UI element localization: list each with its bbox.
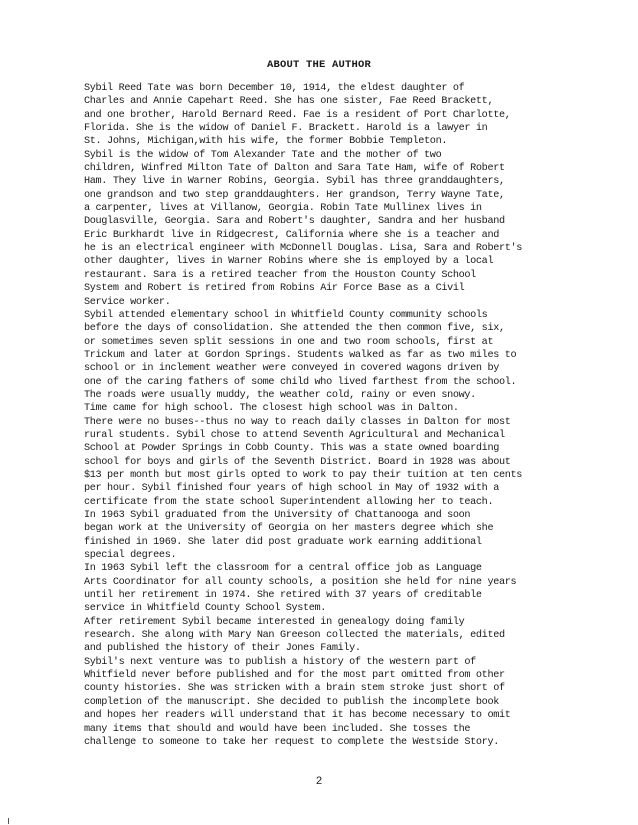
text-line: and one brother, Harold Bernard Reed. Fae is a resident of Port Charlotte,: [84, 109, 511, 121]
text-line: school for boys and girls of the Seventh District. Board in 1928 was about: [84, 456, 511, 468]
text-line: special degrees.: [84, 550, 177, 562]
text-line: The roads were usually muddy, the weather cold, rainy or even snowy.: [84, 389, 476, 401]
text-line: Service worker.: [84, 296, 171, 308]
text-line: service in Whitfield County School System.: [84, 603, 327, 615]
text-line: a carpenter, lives at Villanow, Georgia. Robin Tate Mullinex lives in: [84, 203, 482, 215]
text-line: many items that should and would have been included. She tosses the: [84, 723, 471, 735]
text-line: county histories. She was stricken with a brain stem stroke just short of: [84, 683, 505, 695]
text-line: restaurant. Sara is a retired teacher from the Houston County School: [84, 269, 476, 281]
text-line: Florida. She is the widow of Daniel F. Brackett. Harold is a lawyer in: [84, 123, 488, 135]
text-line: before the days of consolidation. She attended the then common five, six,: [84, 323, 505, 335]
text-line: Sybil's next venture was to publish a history of the western part of: [84, 656, 476, 668]
text-line: school or in inclement weather were conveyed in covered wagons driven by: [84, 363, 499, 375]
text-line: other daughter, lives in Warner Robins where she is employed by a local: [84, 256, 494, 268]
text-line: and hopes her readers will understand that it has become necessary to omit: [84, 710, 511, 722]
text-line: Sybil attended elementary school in Whitfield County community schools: [84, 309, 488, 321]
page-title: ABOUT THE AUTHOR: [266, 59, 372, 71]
text-line: children, Winfred Milton Tate of Dalton and Sara Tate Ham, wife of Robert: [84, 163, 505, 175]
text-line: There were no buses--thus no way to reach daily classes in Dalton for most: [84, 416, 511, 428]
text-line: and published the history of their Jones Family.: [84, 643, 361, 655]
text-line: until her retirement in 1974. She retired with 37 years of creditable: [84, 590, 482, 602]
scan-edge-mark: [8, 818, 9, 824]
text-line: Ham. They live in Warner Robins, Georgia. Sybil has three granddaughters,: [84, 176, 505, 188]
text-line: After retirement Sybil became interested in genealogy doing family: [84, 616, 465, 628]
body-text: [84, 82, 544, 749]
text-line: Charles and Annie Capehart Reed. She has one sister, Fae Reed Brackett,: [84, 96, 494, 108]
text-line: In 1963 Sybil graduated from the University of Chattanooga and soon: [84, 510, 471, 521]
text-line: Trickum and later at Gordon Springs. Students walked as far as two miles to: [84, 349, 517, 361]
text-line: Time came for high school. The closest high school was in Dalton.: [84, 403, 459, 415]
text-line: Eric Burkhardt live in Ridgecrest, California where she is a teacher and: [84, 229, 499, 241]
text-line: finished in 1969. She later did post graduate work earning additional: [84, 536, 482, 548]
text-line: challenge to someone to take her request to complete the Westside Story.: [84, 736, 499, 748]
text-line: $13 per month but most girls opted to work to pay their tuition at ten cents: [84, 469, 523, 481]
text-line: St. Johns, Michigan,with his wife, the former Bobbie Templeton.: [84, 136, 448, 148]
text-line: Sybil is the widow of Tom Alexander Tate and the mother of two: [84, 149, 442, 161]
text-line: rural students. Sybil chose to attend Seventh Agricultural and Mechanical: [84, 429, 505, 441]
text-line: research. She along with Mary Nan Greeson collected the materials, edited: [84, 630, 505, 642]
text-line: Douglasville, Georgia. Sara and Robert's daughter, Sandra and her husband: [84, 216, 505, 228]
text-line: System and Robert is retired from Robins Air Force Base as a Civil: [84, 283, 465, 295]
text-line: he is an electrical engineer with McDonnell Douglas. Lisa, Sara and Robert's: [84, 243, 523, 255]
text-line: School at Powder Springs in Cobb County. This was a state owned boarding: [84, 443, 499, 455]
text-line: Sybil Reed Tate was born December 10, 1914, the eldest daughter of: [84, 83, 465, 94]
page-number: 2: [315, 776, 323, 788]
text-line: one grandson and two step granddaughters. Her grandson, Terry Wayne Tate,: [84, 189, 505, 201]
text-line: one of the caring fathers of some child who lived farthest from the school.: [84, 376, 517, 388]
text-line: per hour. Sybil finished four years of high school in May of 1932 with a: [84, 483, 499, 495]
text-line: completion of the manuscript. She decided to publish the incomplete book: [84, 696, 499, 708]
text-line: began work at the University of Georgia on her masters degree which she: [84, 523, 494, 535]
text-line: or sometimes seven split sessions in one and two room schools, first at: [84, 336, 494, 348]
text-line: In 1963 Sybil left the classroom for a central office job as Language: [84, 563, 482, 575]
text-line: Whitfield never before published and for the most part omitted from other: [84, 670, 505, 682]
text-line: certificate from the state school Superintendent allowing her to teach.: [84, 496, 494, 508]
text-line: Arts Coordinator for all county schools, a position she held for nine years: [84, 576, 517, 588]
